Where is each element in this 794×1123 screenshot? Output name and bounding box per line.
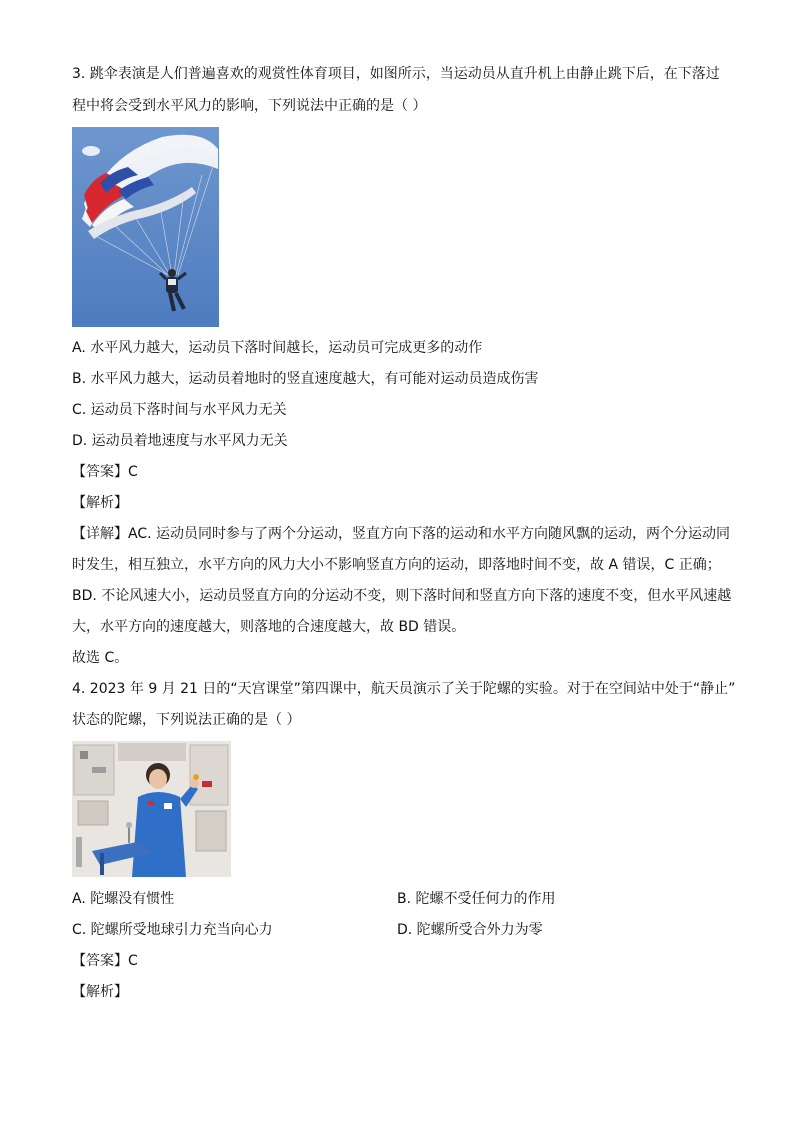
parachute-illustration: [72, 127, 219, 327]
q3-detail-line2: 时发生，相互独立，水平方向的风力大小不影响竖直方向的运动，即落地时间不变，故 A 错误，C 正确；: [72, 557, 721, 573]
q4-option-a: A. 陀螺没有惯性: [72, 891, 175, 907]
q3-detail-line3: BD. 不论风速大小，运动员竖直方向的分运动不变，则下落时间和竖直方向下落的速度不变，但水平风速越: [72, 588, 732, 604]
q3-option-a: A. 水平风力越大，运动员下落时间越长，运动员可完成更多的动作: [72, 340, 483, 356]
q4-stem-line1: 4. 2023 年 9 月 21 日的“天宫课堂”第四课中，航天员演示了关于陀螺的实验。对于在空间站中处于“静止”: [72, 681, 736, 697]
q4-option-c: C. 陀螺所受地球引力充当向心力: [72, 922, 273, 938]
q3-answer: 【答案】C: [72, 464, 138, 480]
q3-option-b: B. 水平风力越大，运动员着地时的竖直速度越大，有可能对运动员造成伤害: [72, 371, 539, 387]
q3-option-d: D. 运动员着地速度与水平风力无关: [72, 433, 288, 449]
q3-stem-line1: 3. 跳伞表演是人们普遍喜欢的观赏性体育项目，如图所示，当运动员从直升机上由静止跳下后，在下落过: [72, 66, 720, 82]
q4-answer: 【答案】C: [72, 953, 138, 969]
q4-stem-line2: 状态的陀螺，下列说法正确的是（ ）: [72, 712, 301, 728]
space-station-illustration: [72, 741, 231, 877]
astronaut-image: [72, 741, 231, 877]
q3-detail-line1: 【详解】AC. 运动员同时参与了两个分运动，竖直方向下落的运动和水平方向随风飘的运动，两个分运动同: [72, 526, 731, 542]
q4-option-b: B. 陀螺不受任何力的作用: [397, 891, 556, 907]
q3-detail-line4: 大，水平方向的速度越大，则落地的合速度越大，故 BD 错误。: [72, 619, 466, 635]
q4-analysis-label: 【解析】: [72, 984, 128, 1000]
q3-stem-line2: 程中将会受到水平风力的影响，下列说法中正确的是（ ）: [72, 98, 427, 114]
q3-conclusion: 故选 C。: [72, 650, 129, 666]
q3-option-c: C. 运动员下落时间与水平风力无关: [72, 402, 287, 418]
q4-option-d: D. 陀螺所受合外力为零: [397, 922, 543, 938]
parachute-image: [72, 127, 219, 327]
q3-analysis-label: 【解析】: [72, 495, 128, 511]
